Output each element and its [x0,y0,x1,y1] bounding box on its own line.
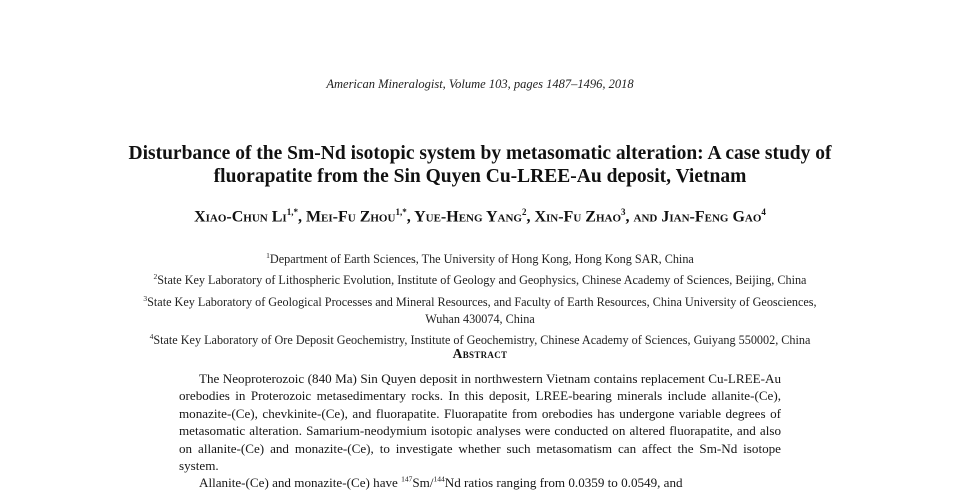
affiliation-2: $^2$State Key Laboratory of Lithospheric Evolution, Institute of Geology and Geophysics, Chinese Academy of Sciences, Beijing, China [153,272,807,288]
author-name: Mei-Fu Zhou [305,208,396,226]
abstract-paragraph-2: Allanite-(Ce) and monazite-(Ce) have $^{147}$Sm/$^{144}$Nd ratios ranging from 0.0359 to 0.0549, and [199,475,683,491]
author-name: Yue-Heng Yang [414,208,522,226]
affiliation-4: $^4$State Key Laboratory of Ore Deposit Geochemistry, Institute of Geochemistry, Chinese Academy of Sciences, Guiyang 550002, China [149,332,811,348]
author-name: Xin-Fu Zhao [534,208,622,226]
abstract-paragraph-1: The Neoproterozoic (840 Ma) Sin Quyen deposit in northwestern Vietnam contains replacement Cu-LREE-Au orebodies in Proterozoic metasedimentary rocks. In this deposit, LREE-bearing minerals include allanite-(Ce), monazite-(Ce), chevkinite-(Ce), and fluorapatite. Fluorapatite from orebodies has undergone variable degrees of metasomatic alteration. Samarium-neodymium isotopic analyses were conducted on altered fluorapatite, and also on allanite-(Ce) and monazite-(Ce), to investigate whether such metasomatism can affect the Sm-Nd isotope system. [179,371,781,474]
title-line-1: Disturbance of the Sm-Nd isotopic system by metasomatic alteration: A case study of [128,143,832,164]
affiliation-list [100,247,860,349]
author-separator: , and [625,208,662,226]
abstract-body [179,370,781,492]
author-affiliation-mark: 1,* [286,207,298,217]
author-name: Xiao-Chun Li [194,208,287,226]
author-affiliation-mark: 1,* [395,207,407,217]
author-affiliation-mark: 2 [521,207,527,217]
author-affiliation-mark: 4 [761,207,766,217]
author-separator: , [526,208,535,226]
paper-title [80,142,880,188]
title-line-2: fluorapatite from the Sin Quyen Cu-LREE-Au deposit, Vietnam [213,166,747,187]
author-separator: , [297,208,306,226]
affiliation-1: $^1$Department of Earth Sciences, The University of Hong Kong, Hong Kong SAR, China [266,251,694,267]
affiliation-3: $^3$State Key Laboratory of Geological Processes and Mineral Resources, and Faculty of Earth Resources, China University of Geosciences, [143,293,817,309]
author-separator: , [406,208,415,226]
affiliation-3-continued: Wuhan 430074, China [425,311,535,326]
author-affiliation-mark: 3 [621,207,626,217]
author-list [0,207,960,226]
journal-citation: American Mineralogist, Volume 103, pages 1487–1496, 2018 [326,77,634,91]
abstract-heading: Abstract [452,346,508,361]
author-name: Jian-Feng Gao [661,208,762,226]
